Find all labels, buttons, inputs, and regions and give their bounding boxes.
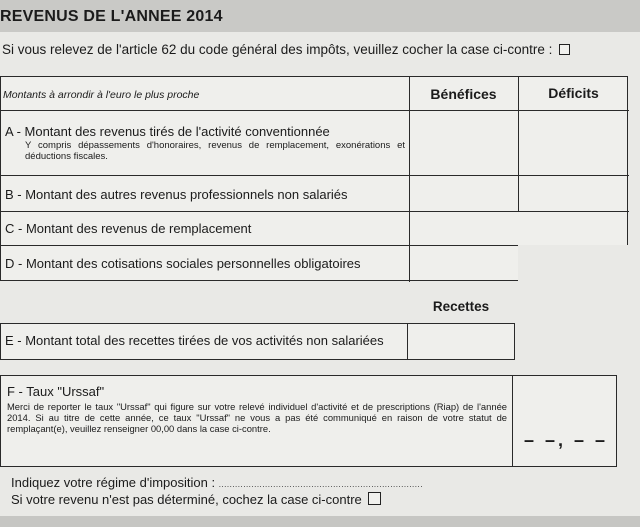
column-divider (512, 376, 513, 466)
row-d-label: D - Montant des cotisations sociales personnelles obligatoires (5, 256, 361, 271)
article-62-checkbox[interactable] (559, 44, 570, 55)
footer-band (0, 516, 640, 527)
regime-line (11, 475, 423, 490)
row-b-benefices-input[interactable] (410, 176, 517, 210)
row-c-label: C - Montant des revenus de remplacement (5, 221, 252, 236)
undetermined-line (11, 492, 381, 507)
recettes-row (0, 323, 515, 360)
urssaf-rate-input[interactable]: – –, – – (524, 430, 609, 450)
row-b-label: B - Montant des autres revenus professionnels non salariés (5, 187, 348, 202)
row-a-deficits-input[interactable] (519, 111, 628, 174)
row-e-label: E - Montant total des recettes tirées de vos activités non salariées (5, 333, 384, 348)
undetermined-label: Si votre revenu n'est pas déterminé, cochez la case ci-contre (11, 492, 362, 507)
col-deficits: Déficits (548, 85, 599, 101)
intro-text: Si vous relevez de l'article 62 du code général des impôts, veuillez cocher la case ci-contre : (2, 42, 553, 57)
row-d-input[interactable] (410, 246, 517, 281)
regime-input[interactable]: ........................................................................... (218, 480, 423, 489)
table-gap (518, 245, 630, 282)
urssaf-box (0, 375, 617, 467)
row-a-benefices-input[interactable] (410, 111, 517, 174)
row-f-title: F - Taux "Urssaf" (7, 384, 105, 399)
row-b-deficits-input[interactable] (519, 176, 628, 210)
row-f-text: Merci de reporter le taux "Urssaf" qui figure sur votre relevé individuel d'activité et de prescriptions (Riap) de l'année 2014. Si au titre de cette année, ce taux "Urssaf" ne vous a pas été communiqué en raison de votre statut de remplaçant(e), veuillez renseigner 00,00 dans la case ci-contre. (7, 401, 507, 434)
row-divider (1, 211, 629, 212)
recettes-header: Recettes (432, 299, 490, 314)
row-a-sub: Y compris dépassements d'honoraires, revenus de remplacement, exonérations et déductions fiscales. (25, 140, 405, 162)
intro-line (2, 42, 570, 57)
undetermined-checkbox[interactable] (368, 492, 381, 505)
row-e-input[interactable] (408, 324, 514, 359)
row-c-input[interactable] (410, 212, 517, 244)
section-title: REVENUS DE L'ANNEE 2014 (0, 8, 223, 25)
row-a-label: A - Montant des revenus tirés de l'activité conventionnée (5, 124, 330, 139)
regime-label: Indiquez votre régime d'imposition : (11, 475, 216, 490)
col-benefices: Bénéfices (430, 86, 497, 102)
rounding-note: Montants à arrondir à l'euro le plus proche (3, 89, 200, 101)
